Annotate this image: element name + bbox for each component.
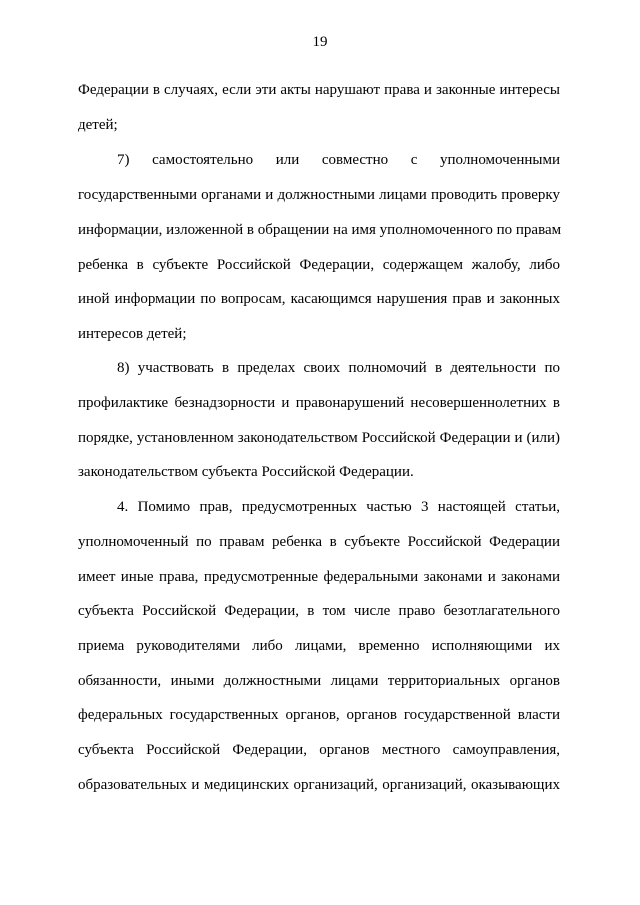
text-line: законодательством субъекта Российской Федерации. <box>78 464 414 480</box>
text-line: уполномоченный по правам ребенка в субъекте Российской Федерации <box>78 534 560 550</box>
text-line: 7) самостоятельно или совместно с уполномоченными <box>117 152 560 168</box>
text-line: субъекта Российской Федерации, в том числе право безотлагательного <box>78 603 560 619</box>
text-line: федеральных государственных органов, органов государственной власти <box>78 707 560 723</box>
text-line: государственными органами и должностными лицами проводить проверку <box>78 187 560 203</box>
text-line: обязанности, иными должностными лицами территориальных органов <box>78 673 560 689</box>
text-line: профилактике безнадзорности и правонарушений несовершеннолетних в <box>78 395 560 411</box>
text-line: детей; <box>78 117 118 133</box>
text-line: порядке, установленном законодательством Российской Федерации и (или) <box>78 430 560 446</box>
text-line: 4. Помимо прав, предусмотренных частью 3 настоящей статьи, <box>117 499 560 515</box>
text-line: образовательных и медицинских организаций, организаций, оказывающих <box>78 777 560 793</box>
text-line: субъекта Российской Федерации, органов местного самоуправления, <box>78 742 560 758</box>
text-line: имеет иные права, предусмотренные федеральными законами и законами <box>78 569 560 585</box>
text-line: информации, изложенной в обращении на имя уполномоченного по правам <box>78 222 562 238</box>
text-line: Федерации в случаях, если эти акты нарушают права и законные интересы <box>78 82 560 98</box>
text-line: 8) участвовать в пределах своих полномочий в деятельности по <box>117 360 560 376</box>
text-line: приема руководителями либо лицами, временно исполняющими их <box>78 638 560 654</box>
text-line: интересов детей; <box>78 326 187 342</box>
page-number: 19 <box>312 34 328 50</box>
text-line: иной информации по вопросам, касающимся нарушения прав и законных <box>78 291 560 307</box>
text-line: ребенка в субъекте Российской Федерации, содержащем жалобу, либо <box>78 257 560 273</box>
